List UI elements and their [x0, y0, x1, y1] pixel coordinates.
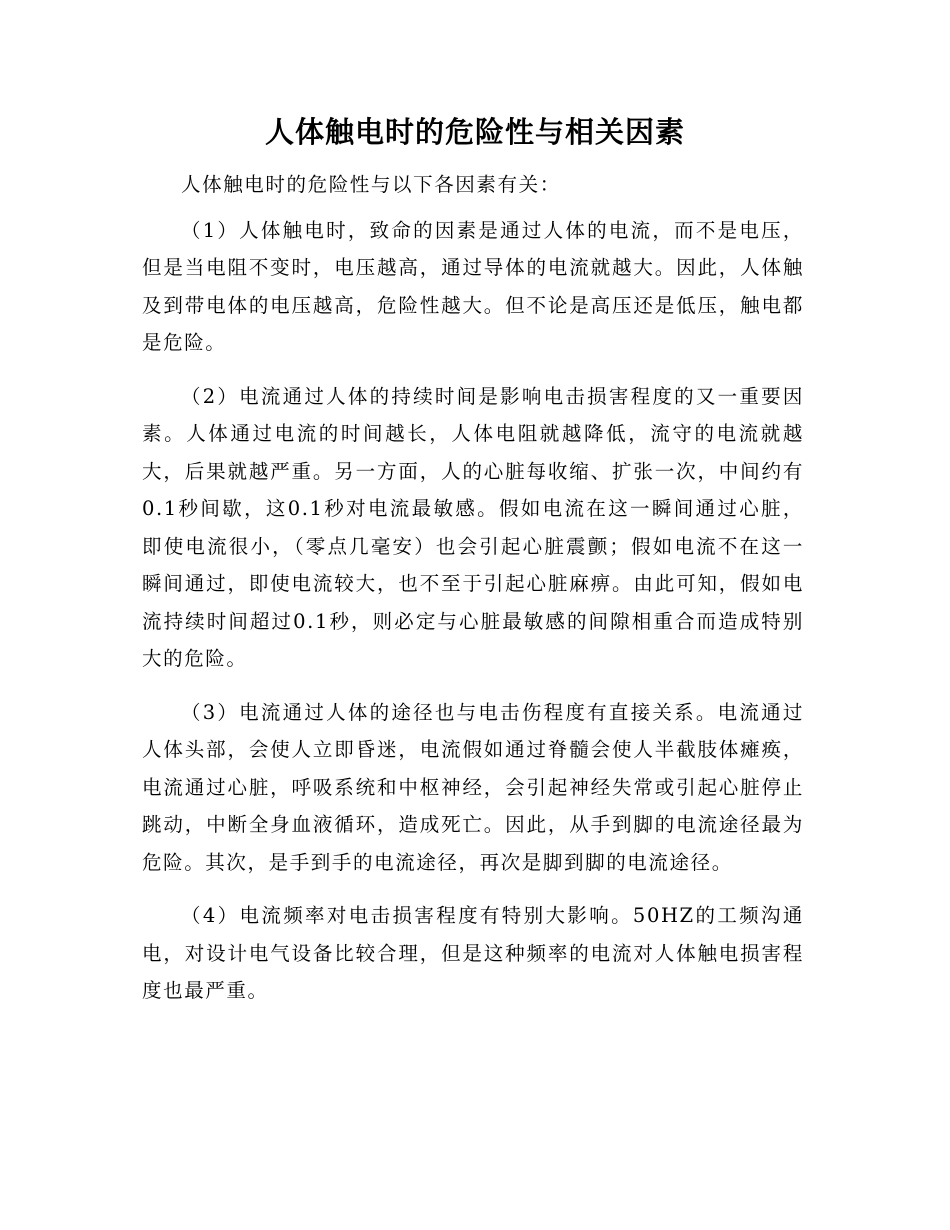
- paragraph-4: （4）电流频率对电击损害程度有特别大影响。50HZ的工频沟通电，对设计电气设备比较合理，但是这种频率的电流对人体触电损害程度也最严重。: [142, 904, 804, 1002]
- intro-paragraph: 人体触电时的危险性与以下各因素有关：: [181, 173, 561, 196]
- document-title: 人体触电时的危险性与相关因素: [264, 115, 685, 149]
- paragraph-3: （3）电流通过人体的途径也与电击伤程度有直接关系。电流通过人体头部，会使人立即昏迷，电流假如通过脊髓会使人半截肢体瘫痪，电流通过心脏，呼吸系统和中枢神经，会引起神经失常或引起心脏停止跳动，中断全身血液循环，造成死亡。因此，从手到脚的电流途径最为危险。其次，是手到手的电流途径，再次是脚到脚的电流途径。: [142, 700, 804, 874]
- paragraph-2: （2）电流通过人体的持续时间是影响电击损害程度的又一重要因素。人体通过电流的时间越长，人体电阻就越降低，流守的电流就越大，后果就越严重。另一方面，人的心脏每收缩、扩张一次，中间约有0.1秒间歇，这0.1秒对电流最敏感。假如电流在这一瞬间通过心脏，即使电流很小，（零点几毫安）也会引起心脏震颤；假如电流不在这一瞬间通过，即使电流较大，也不至于引起心脏麻痹。由此可知，假如电流持续时间超过0.1秒，则必定与心脏最敏感的间隙相重合而造成特别大的危险。: [142, 384, 804, 670]
- paragraph-1: （1）人体触电时，致命的因素是通过人体的电流，而不是电压，但是当电阻不变时，电压越高，通过导体的电流就越大。因此，人体触及到带电体的电压越高，危险性越大。但不论是高压还是低压，触电都是危险。: [142, 218, 804, 354]
- document-body: [142, 166, 804, 1026]
